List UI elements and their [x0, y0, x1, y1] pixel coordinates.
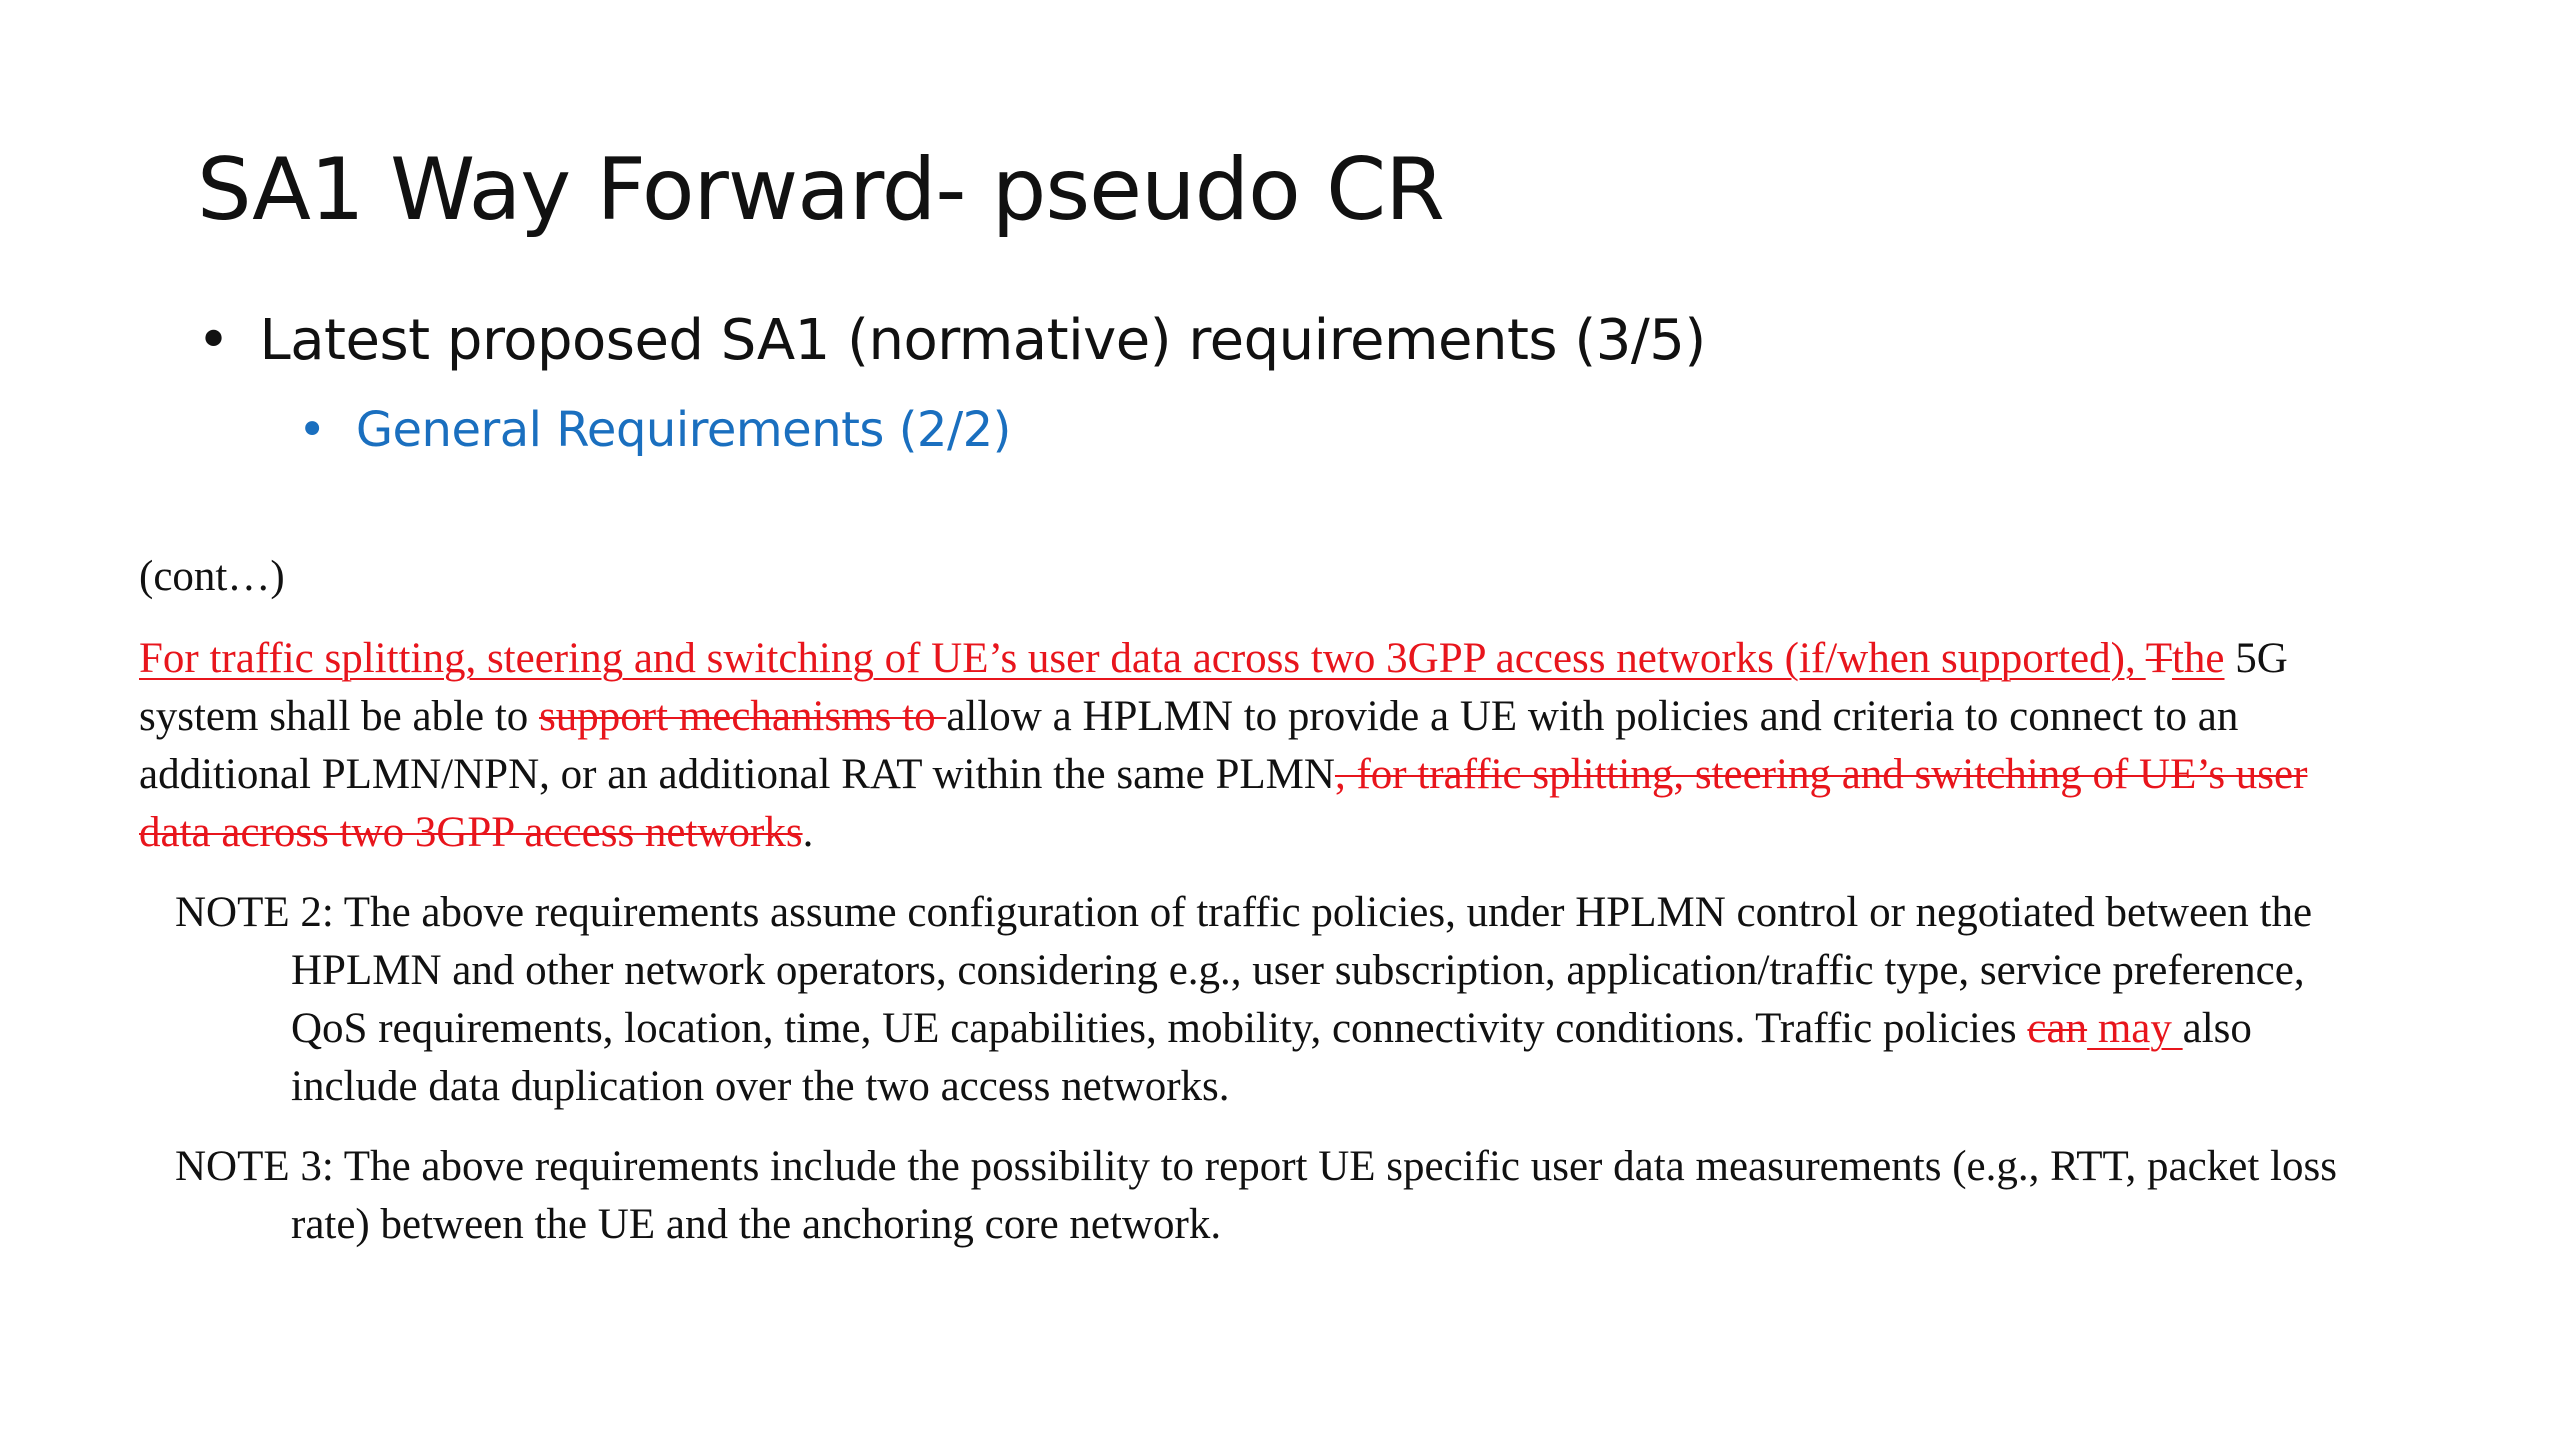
bullet-level2-text: General Requirements (2/2) — [355, 402, 1011, 458]
note-2 — [139, 884, 2369, 1116]
paragraph-text: 5G system shall be able to — [139, 635, 2288, 740]
deleted-text: T — [2145, 635, 2172, 682]
deleted-text: support mechanisms to — [539, 693, 947, 740]
bullet-level1 — [197, 308, 1706, 373]
inserted-text: may — [2087, 1005, 2183, 1052]
inserted-text: the — [2171, 635, 2225, 682]
paragraph-text: . — [802, 809, 814, 856]
bullet-dot: • — [197, 308, 230, 373]
slide-body — [139, 548, 2369, 1276]
inserted-text: For traffic splitting, steering and switching of UE’s user data across two 3GPP access networks (if/when supported), — [139, 635, 2146, 682]
deleted-text: , for traffic splitting, steering and switching of UE’s user data across two 3GPP access networks — [139, 751, 2308, 856]
requirement-paragraph — [139, 630, 2369, 862]
bullet-level2 — [298, 402, 1011, 458]
note-text: also include data duplication over the two access networks. — [291, 1005, 2252, 1110]
deleted-text: can — [2027, 1005, 2088, 1052]
note-text: NOTE 2: The above requirements assume configuration of traffic policies, under HPLMN control or negotiated between the HPLMN and other network operators, considering e.g., user subscription, application/traffic type, service preference, QoS requirements, location, time, UE capabilities, mobility, connectivity conditions. Traffic policies — [175, 889, 2313, 1052]
bullet-dot: • — [298, 402, 326, 458]
slide-title: SA1 Way Forward- pseudo CR — [197, 140, 1444, 240]
note-3 — [139, 1138, 2369, 1254]
cont-label: (cont…) — [139, 553, 285, 600]
note-text: NOTE 3: The above requirements include the possibility to report UE specific user data measurements (e.g., RTT, packet loss rate) between the UE and the anchoring core network. — [175, 1143, 2337, 1248]
bullet-level1-text: Latest proposed SA1 (normative) requirements (3/5) — [259, 308, 1706, 373]
paragraph-text: allow a HPLMN to provide a UE with policies and criteria to connect to an additional PLMN/NPN, or an additional RAT within the same PLMN — [139, 693, 2239, 798]
